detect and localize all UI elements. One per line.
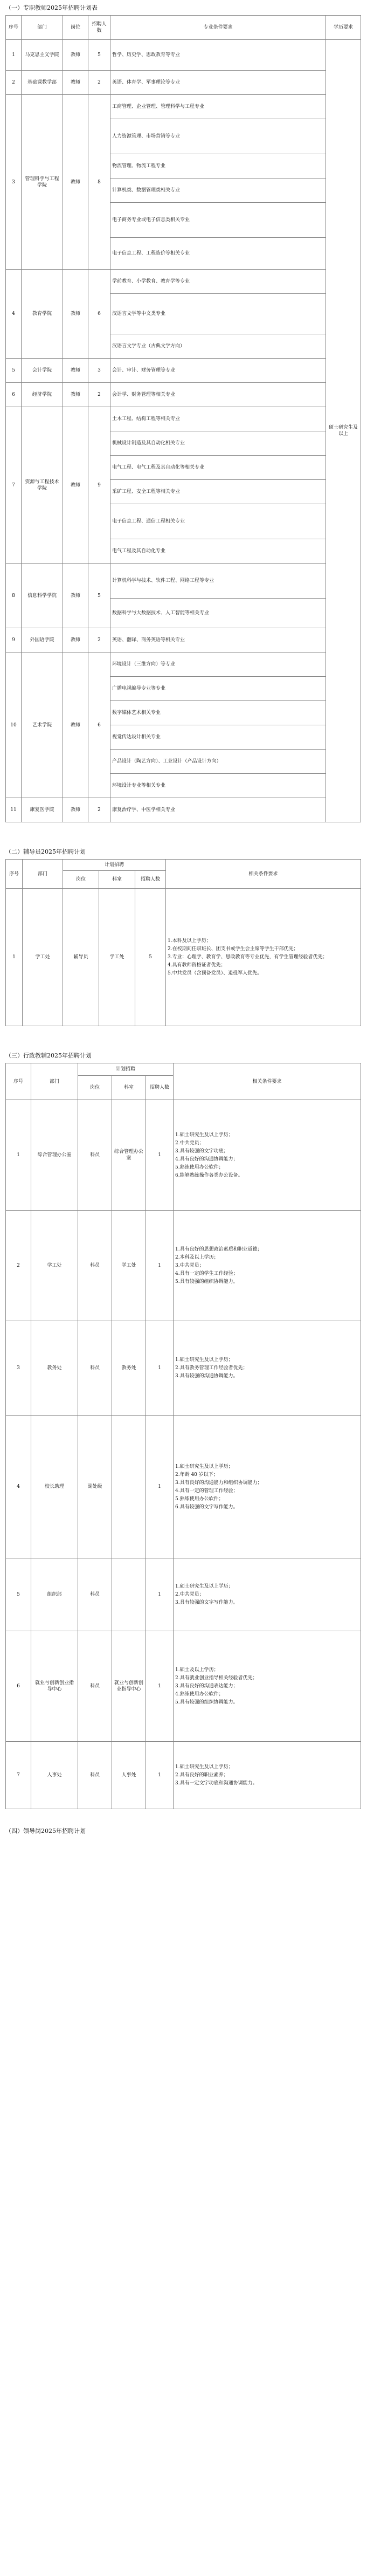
row-dept: 康复医学院 (22, 798, 63, 822)
row-count: 1 (146, 1742, 174, 1809)
row-no: 6 (6, 1631, 31, 1742)
row-office: 教务处 (112, 1321, 146, 1416)
row-major: 汉语言文学专业（古典文学方向） (110, 334, 326, 359)
row-count: 2 (88, 798, 110, 822)
req-line: 2.具有良好的职业素养； (175, 1773, 228, 1778)
req-line: 3.具有良好的沟通表达能力； (175, 1684, 238, 1689)
row-reqs (174, 1321, 361, 1416)
row-office: 学工处 (112, 1211, 146, 1321)
row-reqs (174, 1742, 361, 1809)
table-row (6, 652, 361, 677)
row-count: 9 (88, 407, 110, 564)
row-count: 1 (146, 1631, 174, 1742)
col-no: 序号 (6, 1063, 31, 1100)
table-row (6, 1416, 361, 1558)
row-major: 哲学、历史学、思政教育等专业 (110, 40, 326, 71)
row-major: 环境设计专业等相关专业 (110, 774, 326, 798)
row-post: 辅导员 (63, 889, 99, 1026)
row-degree: 硕士研究生及以上 (326, 40, 361, 822)
table-row (6, 383, 361, 407)
col-count: 招聘人数 (146, 1076, 174, 1100)
row-major: 视觉传达设计相关专业 (110, 725, 326, 750)
row-major: 产品设计（陶艺方向）、工业设计（产品设计方向） (110, 750, 326, 774)
row-post: 科员 (78, 1631, 112, 1742)
row-post: 教师 (63, 359, 88, 383)
req-line: 1.硕士研究生及以上学历； (175, 1132, 233, 1138)
row-no: 2 (6, 71, 22, 95)
row-dept: 校长助理 (31, 1416, 78, 1558)
row-dept: 管理科学与工程学院 (22, 95, 63, 270)
row-dept: 基础课教学部 (22, 71, 63, 95)
col-no: 序号 (6, 16, 22, 40)
row-major: 广播电视编导专业等专业 (110, 677, 326, 701)
row-reqs (174, 1558, 361, 1631)
table-row (6, 359, 361, 383)
row-post: 科员 (78, 1742, 112, 1809)
row-post: 教师 (63, 95, 88, 270)
row-major: 电子商务专业或电子信息类相关专业 (110, 203, 326, 238)
counselor-table (5, 859, 361, 1026)
row-office (112, 1416, 146, 1558)
row-count: 2 (88, 71, 110, 95)
col-count: 招聘人数 (135, 871, 166, 889)
col-dept: 部门 (23, 860, 63, 889)
row-major: 学前教育、小学教育、教育学等专业 (110, 270, 326, 294)
row-major: 工商管理、企业管理、管理科学与工程专业 (110, 95, 326, 119)
req-line: 3.具有良好的沟通能力和组织协调能力； (175, 1480, 262, 1486)
row-count: 5 (88, 564, 110, 628)
section-4-title: （四）领导岗2025年招聘计划 (5, 1828, 86, 1835)
row-dept: 学工处 (31, 1211, 78, 1321)
req-line: 4.具有教师资格证者优先； (168, 963, 226, 968)
row-no: 5 (6, 359, 22, 383)
row-office: 人事处 (112, 1742, 146, 1809)
row-post: 教师 (63, 798, 88, 822)
req-line: 1.硕士研究生及以上学历； (175, 1357, 233, 1363)
row-major: 计算机类、数据管理类相关专业 (110, 178, 326, 203)
row-no: 1 (6, 1100, 31, 1211)
row-count: 2 (88, 383, 110, 407)
req-line: 2.中共党员； (175, 1140, 204, 1146)
row-no: 7 (6, 407, 22, 564)
row-major: 数据科学与大数据技术、人工智能等相关专业 (110, 599, 326, 628)
col-degree: 学历要求 (326, 16, 361, 40)
row-reqs (166, 889, 361, 1026)
row-dept: 艺术学院 (22, 652, 63, 798)
table-row (6, 1321, 361, 1416)
row-no: 4 (6, 1416, 31, 1558)
row-major: 人力资源管理、市场营销等专业 (110, 119, 326, 154)
row-post: 科员 (78, 1211, 112, 1321)
req-line: 1.硕士研究生及以上学历； (175, 1464, 233, 1469)
row-dept: 外国语学院 (22, 628, 63, 652)
row-office (112, 1558, 146, 1631)
row-dept: 组织部 (31, 1558, 78, 1631)
row-office: 学工处 (99, 889, 135, 1026)
req-line: 1.具有良好的思想政治素质和职业道德； (175, 1247, 262, 1252)
row-no: 7 (6, 1742, 31, 1809)
req-line: 3.具有一定文字功底和沟通协调能力。 (175, 1781, 258, 1786)
row-count: 5 (135, 889, 166, 1026)
table-row (6, 1742, 361, 1809)
row-reqs (174, 1211, 361, 1321)
row-major: 环境设计（三维方向）等专业 (110, 652, 326, 677)
faculty-table (5, 15, 361, 822)
row-no: 1 (6, 40, 22, 71)
row-dept: 教育学院 (22, 270, 63, 359)
col-count: 招聘人数 (88, 16, 110, 40)
row-dept: 综合管理办公室 (31, 1100, 78, 1211)
row-major: 数字媒体艺术相关专业 (110, 701, 326, 725)
row-post: 教师 (63, 40, 88, 71)
section-1-title: （一）专职教师2025年招聘计划表 (5, 4, 98, 11)
row-major: 电气工程、电气工程及其自动化等相关专业 (110, 456, 326, 480)
row-major: 会计学、财务管理等相关专业 (110, 383, 326, 407)
row-major: 英语、体育学、军事理论等专业 (110, 71, 326, 95)
row-post: 教师 (63, 628, 88, 652)
row-count: 2 (88, 628, 110, 652)
row-count: 6 (88, 652, 110, 798)
row-post: 教师 (63, 270, 88, 359)
row-count: 1 (146, 1558, 174, 1631)
col-post: 岗位 (63, 16, 88, 40)
row-reqs (174, 1631, 361, 1742)
req-line: 2.年龄 40 岁以下； (175, 1472, 218, 1478)
row-count: 3 (88, 359, 110, 383)
req-line: 5.熟练使用办公软件； (175, 1496, 224, 1502)
row-post: 教师 (63, 652, 88, 798)
row-no: 8 (6, 564, 22, 628)
row-post: 教师 (63, 383, 88, 407)
row-no: 3 (6, 95, 22, 270)
col-no: 序号 (6, 860, 23, 889)
req-line: 1.硕士研究生及以上学历； (175, 1584, 233, 1589)
table-row (6, 71, 361, 95)
row-no: 5 (6, 1558, 31, 1631)
row-dept: 会计学院 (22, 359, 63, 383)
row-no: 3 (6, 1321, 31, 1416)
row-dept: 资源与工程技术学院 (22, 407, 63, 564)
row-major: 会计、审计、财务管理等专业 (110, 359, 326, 383)
row-no: 11 (6, 798, 22, 822)
row-dept: 就业与创新创业指导中心 (31, 1631, 78, 1742)
row-major: 采矿工程、安全工程等相关专业 (110, 480, 326, 504)
col-post: 岗位 (78, 1076, 112, 1100)
row-office: 就业与创新创业指导中心 (112, 1631, 146, 1742)
col-major: 专业条件要求 (110, 16, 326, 40)
row-count: 1 (146, 1321, 174, 1416)
row-major: 英语、翻译、商务英语等相关专业 (110, 628, 326, 652)
table-row (6, 1211, 361, 1321)
table-row (6, 1100, 361, 1211)
req-line: 4.具有良好的沟通协调能力； (175, 1156, 238, 1162)
table-row (6, 564, 361, 599)
row-major: 物流管理、物流工程专业 (110, 154, 326, 178)
row-count: 6 (88, 270, 110, 359)
section-3-title: （三）行政教辅2025年招聘计划 (5, 1052, 92, 1059)
req-line: 3.中共党员； (175, 1263, 204, 1268)
row-dept: 学工处 (23, 889, 63, 1026)
row-post: 教师 (63, 564, 88, 628)
row-post: 科员 (78, 1321, 112, 1416)
req-line: 4.熟练使用办公软件； (175, 1692, 224, 1697)
row-reqs (174, 1100, 361, 1211)
row-no: 4 (6, 270, 22, 359)
row-office: 综合管理办公室 (112, 1100, 146, 1211)
req-line: 2.具有就业创业指导相关经验者优先； (175, 1675, 258, 1681)
col-office: 科室 (99, 871, 135, 889)
admin-table (5, 1063, 361, 1809)
req-line: 3.具有较强的文字写作能力。 (175, 1600, 238, 1605)
row-major: 电子信息工程、通信工程相关专业 (110, 504, 326, 539)
col-plan: 计划招聘 (63, 860, 166, 871)
row-count: 1 (146, 1100, 174, 1211)
col-office: 科室 (112, 1076, 146, 1100)
row-dept: 马克思主义学院 (22, 40, 63, 71)
req-line: 5.熟练使用办公软件； (175, 1164, 224, 1170)
table-row (6, 798, 361, 822)
row-no: 2 (6, 1211, 31, 1321)
table-row (6, 40, 361, 71)
req-line: 2.本科及以上学历； (175, 1255, 219, 1260)
row-major: 计算机科学与技术、软件工程、网络工程等专业 (110, 564, 326, 599)
req-line: 6.能够熟练操作各类办公设备。 (175, 1172, 243, 1178)
req-line: 1.硕士及以上学历； (175, 1667, 219, 1673)
table-row (6, 1558, 361, 1631)
req-line: 3.具有较强的文字功底； (175, 1148, 228, 1154)
row-major: 汉语言文学等中文类专业 (110, 294, 326, 334)
row-dept: 人事处 (31, 1742, 78, 1809)
req-line: 2.具有教务管理工作经验者优先； (175, 1365, 248, 1371)
req-line: 3.具有较强的沟通协调能力。 (175, 1373, 238, 1379)
table-row (6, 889, 361, 1026)
req-line: 2.中共党员； (175, 1592, 204, 1597)
row-post: 科员 (78, 1100, 112, 1211)
col-dept: 部门 (31, 1063, 78, 1100)
req-line: 2.在校期间任职班长、团支书或学生会主席等学生干部优先； (168, 946, 299, 952)
req-line: 6.具有较强的文字写作能力。 (175, 1504, 238, 1510)
row-major: 机械设计制造及其自动化相关专业 (110, 431, 326, 456)
table-row (6, 95, 361, 119)
row-count: 1 (146, 1416, 174, 1558)
req-line: 5.具有较强的组织协调能力。 (175, 1700, 238, 1705)
req-line: 5.具有较强的组织协调能力。 (175, 1279, 238, 1284)
row-major: 电气工程及其自动化专业 (110, 539, 326, 564)
row-major: 土木工程、结构工程等相关专业 (110, 407, 326, 431)
req-line: 4.具有一定的学生工作经验； (175, 1271, 238, 1276)
row-dept: 经济学院 (22, 383, 63, 407)
req-line: 1.本科及以上学历； (168, 938, 211, 944)
req-line: 4.具有一定的管理工作经验； (175, 1488, 238, 1494)
col-post: 岗位 (63, 871, 99, 889)
row-no: 1 (6, 889, 23, 1026)
req-line: 3.专业：心理学、教育学、思政教育等专业优先，有学生管理经验者优先； (168, 954, 328, 960)
row-post: 副处级 (78, 1416, 112, 1558)
row-no: 10 (6, 652, 22, 798)
req-line: 5.中共党员（含预备党员）、退役军人优先。 (168, 971, 262, 976)
table-row (6, 1631, 361, 1742)
section-2-title: （二）辅导员2025年招聘计划 (5, 848, 86, 855)
row-post: 教师 (63, 71, 88, 95)
row-dept: 教务处 (31, 1321, 78, 1416)
row-count: 8 (88, 95, 110, 270)
table-row (6, 628, 361, 652)
table-row (6, 270, 361, 294)
row-count: 5 (88, 40, 110, 71)
row-dept: 信息科学学院 (22, 564, 63, 628)
row-major: 电子信息工程、工程造价等相关专业 (110, 238, 326, 270)
col-req: 相关条件要求 (166, 860, 361, 889)
col-req: 相关条件要求 (174, 1063, 361, 1100)
row-major: 康复治疗学、中医学相关专业 (110, 798, 326, 822)
row-count: 1 (146, 1211, 174, 1321)
table-row (6, 407, 361, 431)
req-line: 1.硕士研究生及以上学历； (175, 1764, 233, 1770)
col-plan: 计划招聘 (78, 1063, 174, 1076)
col-dept: 部门 (22, 16, 63, 40)
row-post: 科员 (78, 1558, 112, 1631)
row-no: 9 (6, 628, 22, 652)
row-no: 6 (6, 383, 22, 407)
row-reqs (174, 1416, 361, 1558)
row-post: 教师 (63, 407, 88, 564)
